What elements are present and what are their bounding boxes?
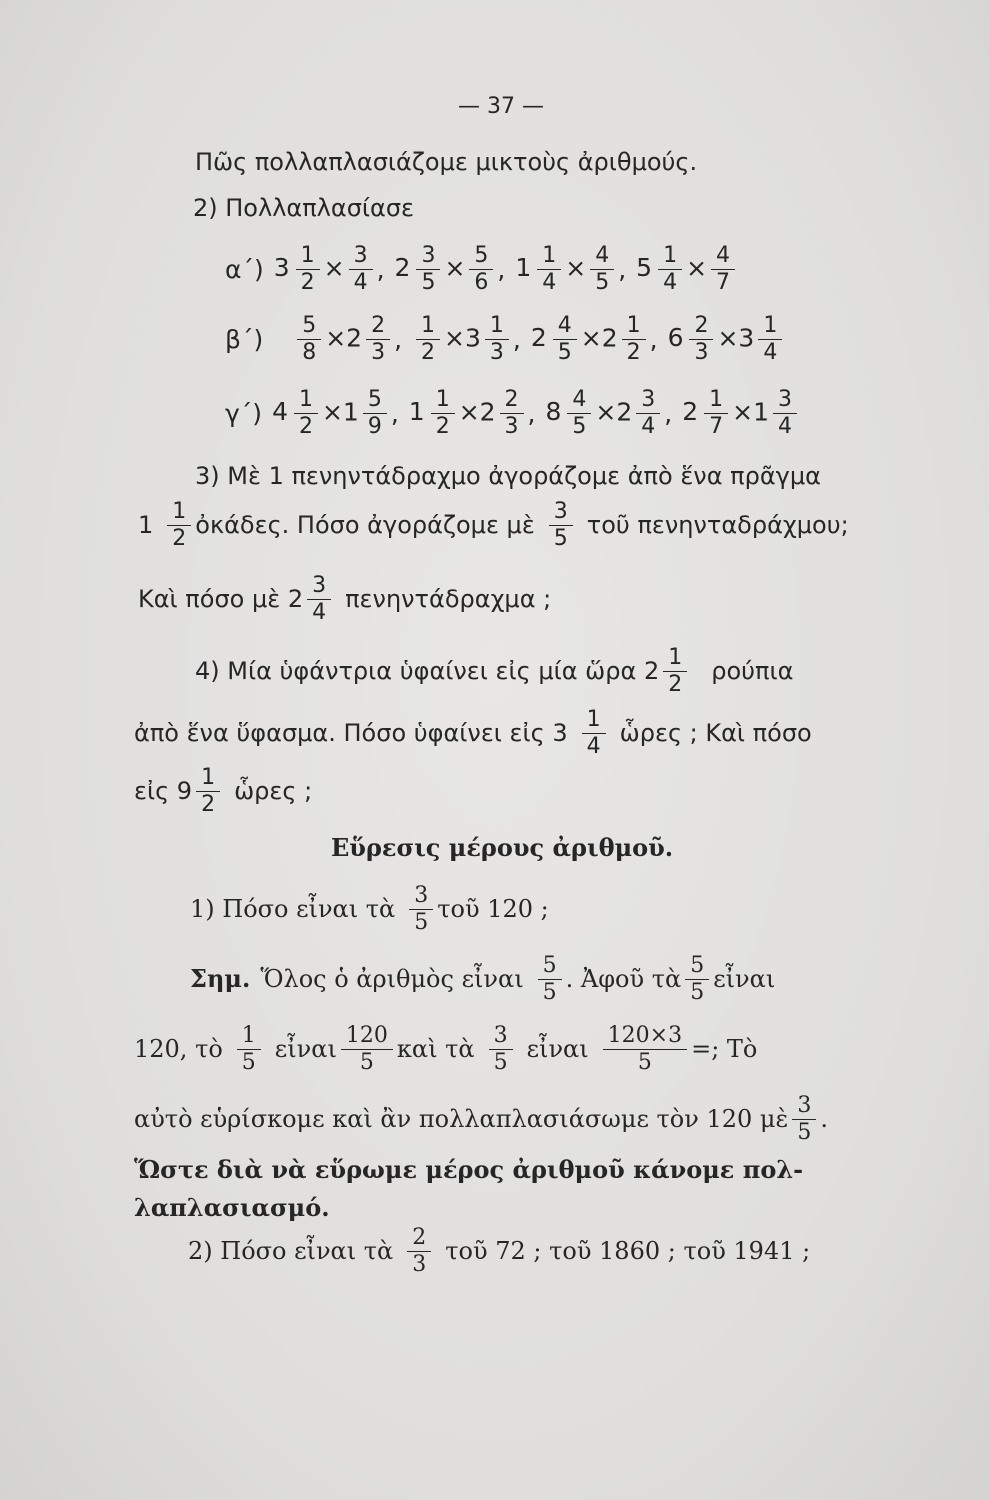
note-text: . Ἀφοῦ τὰ	[565, 965, 682, 994]
note-text: =; Τὸ	[691, 1035, 758, 1064]
fraction: $\frac{3}{5}$	[409, 884, 433, 935]
mixed-product: 2 $\frac{3}{5}$ × $\frac{5}{6}$	[395, 244, 498, 295]
exercise-row-a: α΄) 3 $\frac{1}{2}$ × $\frac{3}{4}$ , 2 $\frac{3}{5}$ × $\frac{5}{6}$ , 1 $\frac{1}{4}$ × $\frac{4}{5}$ , 5 $\frac{1}{4}$ × $\frac{4}{7}$	[225, 244, 739, 295]
note-text: εἶναι	[274, 1035, 337, 1064]
rule-text: λαπλασιασμό.	[134, 1193, 330, 1222]
fraction: $\frac{1}{5}$	[237, 1024, 261, 1075]
fraction: $\frac{3}{4}$	[307, 574, 331, 625]
exercise-3-text: Καὶ πόσο μὲ 2	[138, 585, 304, 614]
page-number-text: — 37 —	[458, 94, 544, 119]
fraction: $\frac{1}{2}$	[167, 500, 191, 551]
exercise-row-c: γ΄) 4 $\frac{1}{2}$ ×1 $\frac{5}{9}$ , 1 $\frac{1}{2}$ ×2 $\frac{2}{3}$ , 8 $\frac{4}{5}$ ×2 $\frac{3}{4}$ , 2 $\frac{1}{7}$ ×1 $\frac{3}{4}$	[225, 388, 801, 439]
exercise-2-title-text: 2) Πολλαπλασίασε	[193, 194, 415, 222]
fraction: $\frac{1}{4}$	[582, 708, 606, 759]
exercise-4-text: ρούπια	[711, 657, 794, 686]
fraction: $\frac{3}{5}$	[549, 500, 573, 551]
rule-text: Ὥστε διὰ νὰ εὕρωμε μέρος ἀριθμοῦ κάνομε πολ-	[134, 1155, 804, 1184]
fraction: $\frac{120}{5}$	[341, 1024, 393, 1075]
exercise-3-text: τοῦ πενηνταδράχμου;	[586, 511, 849, 540]
mixed-product: 1 $\frac{1}{4}$ × $\frac{4}{5}$	[515, 244, 618, 295]
exercise-3-text: ὀκάδες. Πόσο ἀγοράζομε μὲ	[195, 511, 535, 540]
note-line-2	[134, 1024, 757, 1075]
fraction: $\frac{120\times 3}{5}$	[603, 1024, 687, 1075]
mixed-product: 2 $\frac{1}{7}$ ×1 $\frac{3}{4}$	[682, 388, 801, 439]
fraction: $\frac{5}{5}$	[538, 954, 562, 1005]
mixed-product: 1 $\frac{1}{2}$ ×2 $\frac{2}{3}$	[409, 388, 528, 439]
heading-text: Πῶς πολλαπλασιάζομε μικτοὺς ἀριθμούς.	[195, 148, 698, 176]
mixed-product: 2 $\frac{4}{5}$ ×2 $\frac{1}{2}$	[531, 314, 650, 365]
note-label: Σημ.	[190, 964, 251, 994]
page-number	[458, 96, 544, 118]
question-2-text: τοῦ 72 ; τοῦ 1860 ; τοῦ 1941 ;	[445, 1237, 811, 1266]
mixed-product: 5 $\frac{1}{4}$ × $\frac{4}{7}$	[636, 244, 739, 295]
exercise-4-text: εἰς 9	[134, 777, 193, 806]
question-2	[188, 1226, 810, 1277]
fraction: $\frac{5}{5}$	[685, 954, 709, 1005]
whole-number: 1	[138, 511, 154, 540]
exercise-4-text: ὧρες ; Καὶ πόσο	[619, 719, 812, 748]
mixed-product: 6 $\frac{2}{3}$ ×3 $\frac{1}{4}$	[668, 314, 787, 365]
row-label: α΄)	[225, 254, 264, 284]
exercise-4-text: 4) Μία ὑφάντρια ὑφαίνει εἰς μία ὥρα 2	[195, 657, 660, 686]
row-label: β΄)	[225, 324, 264, 354]
exercise-3-text: πενηντάδραχμα ;	[345, 585, 552, 614]
exercise-4-text: ὧρες ;	[234, 777, 313, 806]
mixed-product: 4 $\frac{1}{2}$ ×1 $\frac{5}{9}$	[272, 388, 391, 439]
note-text: 120, τὸ	[134, 1035, 223, 1064]
exercise-3-line-3	[138, 574, 551, 625]
question-1	[190, 884, 549, 935]
note-text: Ὅλος ὁ ἀριθμὸς εἶναι	[260, 965, 524, 994]
note-text: αὐτὸ εὑρίσκομε καὶ ἂν πολλαπλασιάσωμε τὸν 120 μὲ	[134, 1105, 789, 1134]
note-line-1	[190, 954, 775, 1005]
exercise-4-text: ἀπὸ ἕνα ὕφασμα. Πόσο ὑφαίνει εἰς 3	[134, 719, 568, 748]
section-title	[331, 833, 674, 862]
mixed-product: $\frac{1}{2}$ ×3 $\frac{1}{3}$	[412, 314, 513, 365]
fraction: $\frac{1}{2}$	[663, 646, 687, 697]
note-line-3	[134, 1094, 828, 1145]
exercise-3-text: 3) Μὲ 1 πενηντάδραχμο ἀγοράζομε ἀπὸ ἕνα πρᾶγμα	[195, 462, 821, 490]
exercise-4-line-1	[195, 646, 793, 697]
exercise-4-line-2	[134, 708, 812, 759]
note-text: εἶναι	[526, 1035, 589, 1064]
exercise-row-b: β΄) $\frac{5}{8}$ ×2 $\frac{2}{3}$ , $\frac{1}{2}$ ×3 $\frac{1}{3}$ , 2 $\frac{4}{5}$ ×2 $\frac{1}{2}$ , 6 $\frac{2}{3}$ ×3 $\frac{1}{4}$	[225, 314, 786, 365]
exercise-3-line-1	[195, 464, 821, 488]
note-text: .	[820, 1105, 829, 1134]
row-label: γ΄)	[225, 398, 263, 428]
question-1-text: 1) Πόσο εἶναι τὰ	[190, 895, 396, 924]
question-1-text: τοῦ 120 ;	[437, 895, 549, 924]
exercise-4-line-3	[134, 766, 312, 817]
question-2-text: 2) Πόσο εἶναι τὰ	[188, 1237, 394, 1266]
exercise-3-line-2	[138, 500, 849, 551]
rule-line-2	[134, 1193, 330, 1222]
rule-line-1	[134, 1155, 804, 1184]
note-text: εἶναι	[713, 965, 776, 994]
fraction: $\frac{1}{2}$	[196, 766, 220, 817]
exercise-2-title	[193, 196, 414, 220]
fraction: $\frac{3}{5}$	[489, 1024, 513, 1075]
mixed-product: $\frac{5}{8}$ ×2 $\frac{2}{3}$	[293, 314, 394, 365]
mixed-product: 8 $\frac{4}{5}$ ×2 $\frac{3}{4}$	[546, 388, 665, 439]
heading-mixed-numbers	[195, 150, 697, 174]
mixed-product: 3 $\frac{1}{2}$ × $\frac{3}{4}$	[274, 244, 377, 295]
note-text: καὶ τὰ	[396, 1035, 475, 1064]
fraction: $\frac{3}{5}$	[792, 1094, 816, 1145]
fraction: $\frac{2}{3}$	[407, 1226, 431, 1277]
section-title-text: Εὕρεσις μέρους ἀριθμοῦ.	[331, 833, 674, 862]
